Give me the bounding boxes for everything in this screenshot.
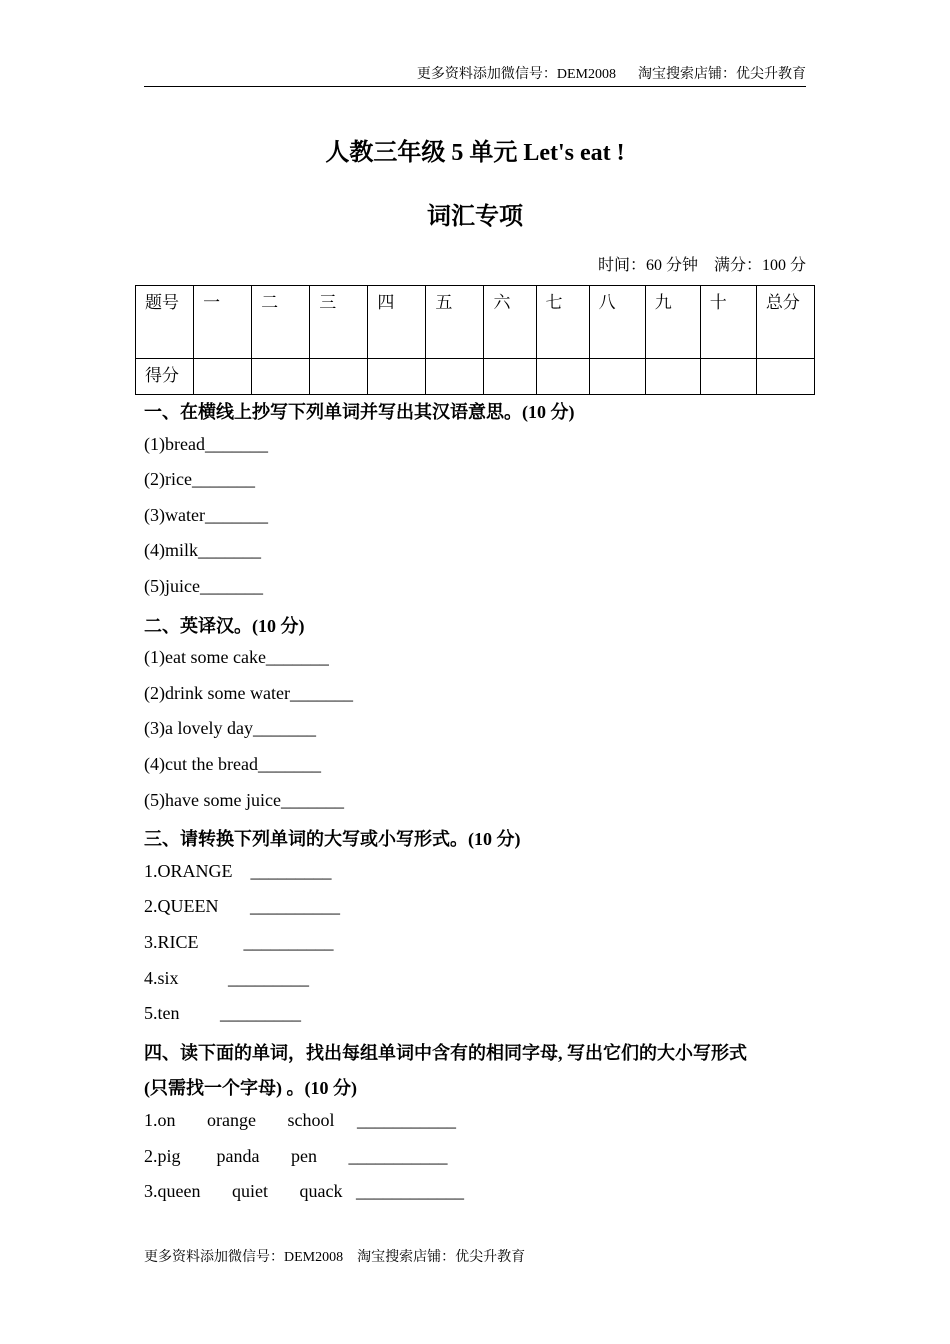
score-table-cell: 总分 xyxy=(756,286,814,359)
score-table-score-row xyxy=(136,359,815,395)
question-line: (2)rice_______ xyxy=(144,469,255,489)
score-table-header-row xyxy=(136,286,815,359)
question-line: (4)milk_______ xyxy=(144,540,261,560)
footer-wechat: 更多资料添加微信号：DEM2008 xyxy=(144,1250,344,1265)
score-table-cell: 得分 xyxy=(136,359,194,395)
score-table-cell: 五 xyxy=(426,286,484,359)
question-line: (5)juice_______ xyxy=(144,576,263,596)
score-table-cell: 九 xyxy=(645,286,700,359)
header-shop: 淘宝搜索店铺：优尖升教育 xyxy=(638,67,806,82)
score-table-cell: 七 xyxy=(536,286,589,359)
score-table-cell: 三 xyxy=(310,286,368,359)
question-line: (3)water_______ xyxy=(144,505,268,525)
question-line: 1.on orange school ___________ xyxy=(144,1110,456,1130)
score-table-cell: 一 xyxy=(194,286,252,359)
question-line: (1)eat some cake_______ xyxy=(144,647,329,667)
score-input-cell[interactable] xyxy=(484,359,536,395)
score-table-cell: 八 xyxy=(589,286,645,359)
score-input-cell[interactable] xyxy=(756,359,814,395)
page-title: 人教三年级 5 单元 Let's eat ! xyxy=(325,140,625,166)
score-input-cell[interactable] xyxy=(536,359,589,395)
page-footer xyxy=(144,1246,525,1266)
score-input-cell[interactable] xyxy=(368,359,426,395)
question-line: 4.six _________ xyxy=(144,968,310,988)
section-heading: 三、请转换下列单词的大写或小写形式。(10 分) xyxy=(144,829,521,849)
exam-full-score: 满分：100 分 xyxy=(713,257,806,274)
score-table-cell: 二 xyxy=(252,286,310,359)
section-heading: 二、英译汉。(10 分) xyxy=(144,616,305,636)
score-table-cell: 题号 xyxy=(136,286,194,359)
page-subtitle: 词汇专项 xyxy=(427,204,523,230)
score-input-cell[interactable] xyxy=(589,359,645,395)
question-line: 3.queen quiet quack ____________ xyxy=(144,1181,464,1201)
score-table-cell: 六 xyxy=(484,286,536,359)
score-table xyxy=(135,285,815,395)
section-heading: (只需找一个字母) 。(10 分) xyxy=(144,1078,357,1098)
question-line: (2)drink some water_______ xyxy=(144,683,353,703)
question-line: 2.QUEEN __________ xyxy=(144,896,340,916)
question-line: (5)have some juice_______ xyxy=(144,790,344,810)
score-table-cell: 十 xyxy=(700,286,756,359)
exam-time: 时间：60 分钟 xyxy=(597,257,698,274)
score-input-cell[interactable] xyxy=(310,359,368,395)
question-line: 1.ORANGE _________ xyxy=(144,861,332,881)
page-header xyxy=(144,64,806,87)
section-heading: 一、在横线上抄写下列单词并写出其汉语意思。(10 分) xyxy=(144,402,575,422)
score-input-cell[interactable] xyxy=(426,359,484,395)
question-line: 2.pig panda pen ___________ xyxy=(144,1146,448,1166)
question-line: 5.ten _________ xyxy=(144,1003,301,1023)
header-wechat: 更多资料添加微信号：DEM2008 xyxy=(416,67,616,82)
score-table-cell: 四 xyxy=(368,286,426,359)
score-input-cell[interactable] xyxy=(645,359,700,395)
footer-shop: 淘宝搜索店铺：优尖升教育 xyxy=(357,1250,526,1265)
question-line: (1)bread_______ xyxy=(144,434,268,454)
exam-meta xyxy=(144,252,806,275)
question-line: (3)a lovely day_______ xyxy=(144,718,316,738)
section-heading: 四、读下面的单词，找出每组单词中含有的相同字母, 写出它们的大小写形式 xyxy=(144,1043,747,1063)
score-input-cell[interactable] xyxy=(700,359,756,395)
question-line: (4)cut the bread_______ xyxy=(144,754,321,774)
question-line: 3.RICE __________ xyxy=(144,932,334,952)
score-input-cell[interactable] xyxy=(194,359,252,395)
score-input-cell[interactable] xyxy=(252,359,310,395)
